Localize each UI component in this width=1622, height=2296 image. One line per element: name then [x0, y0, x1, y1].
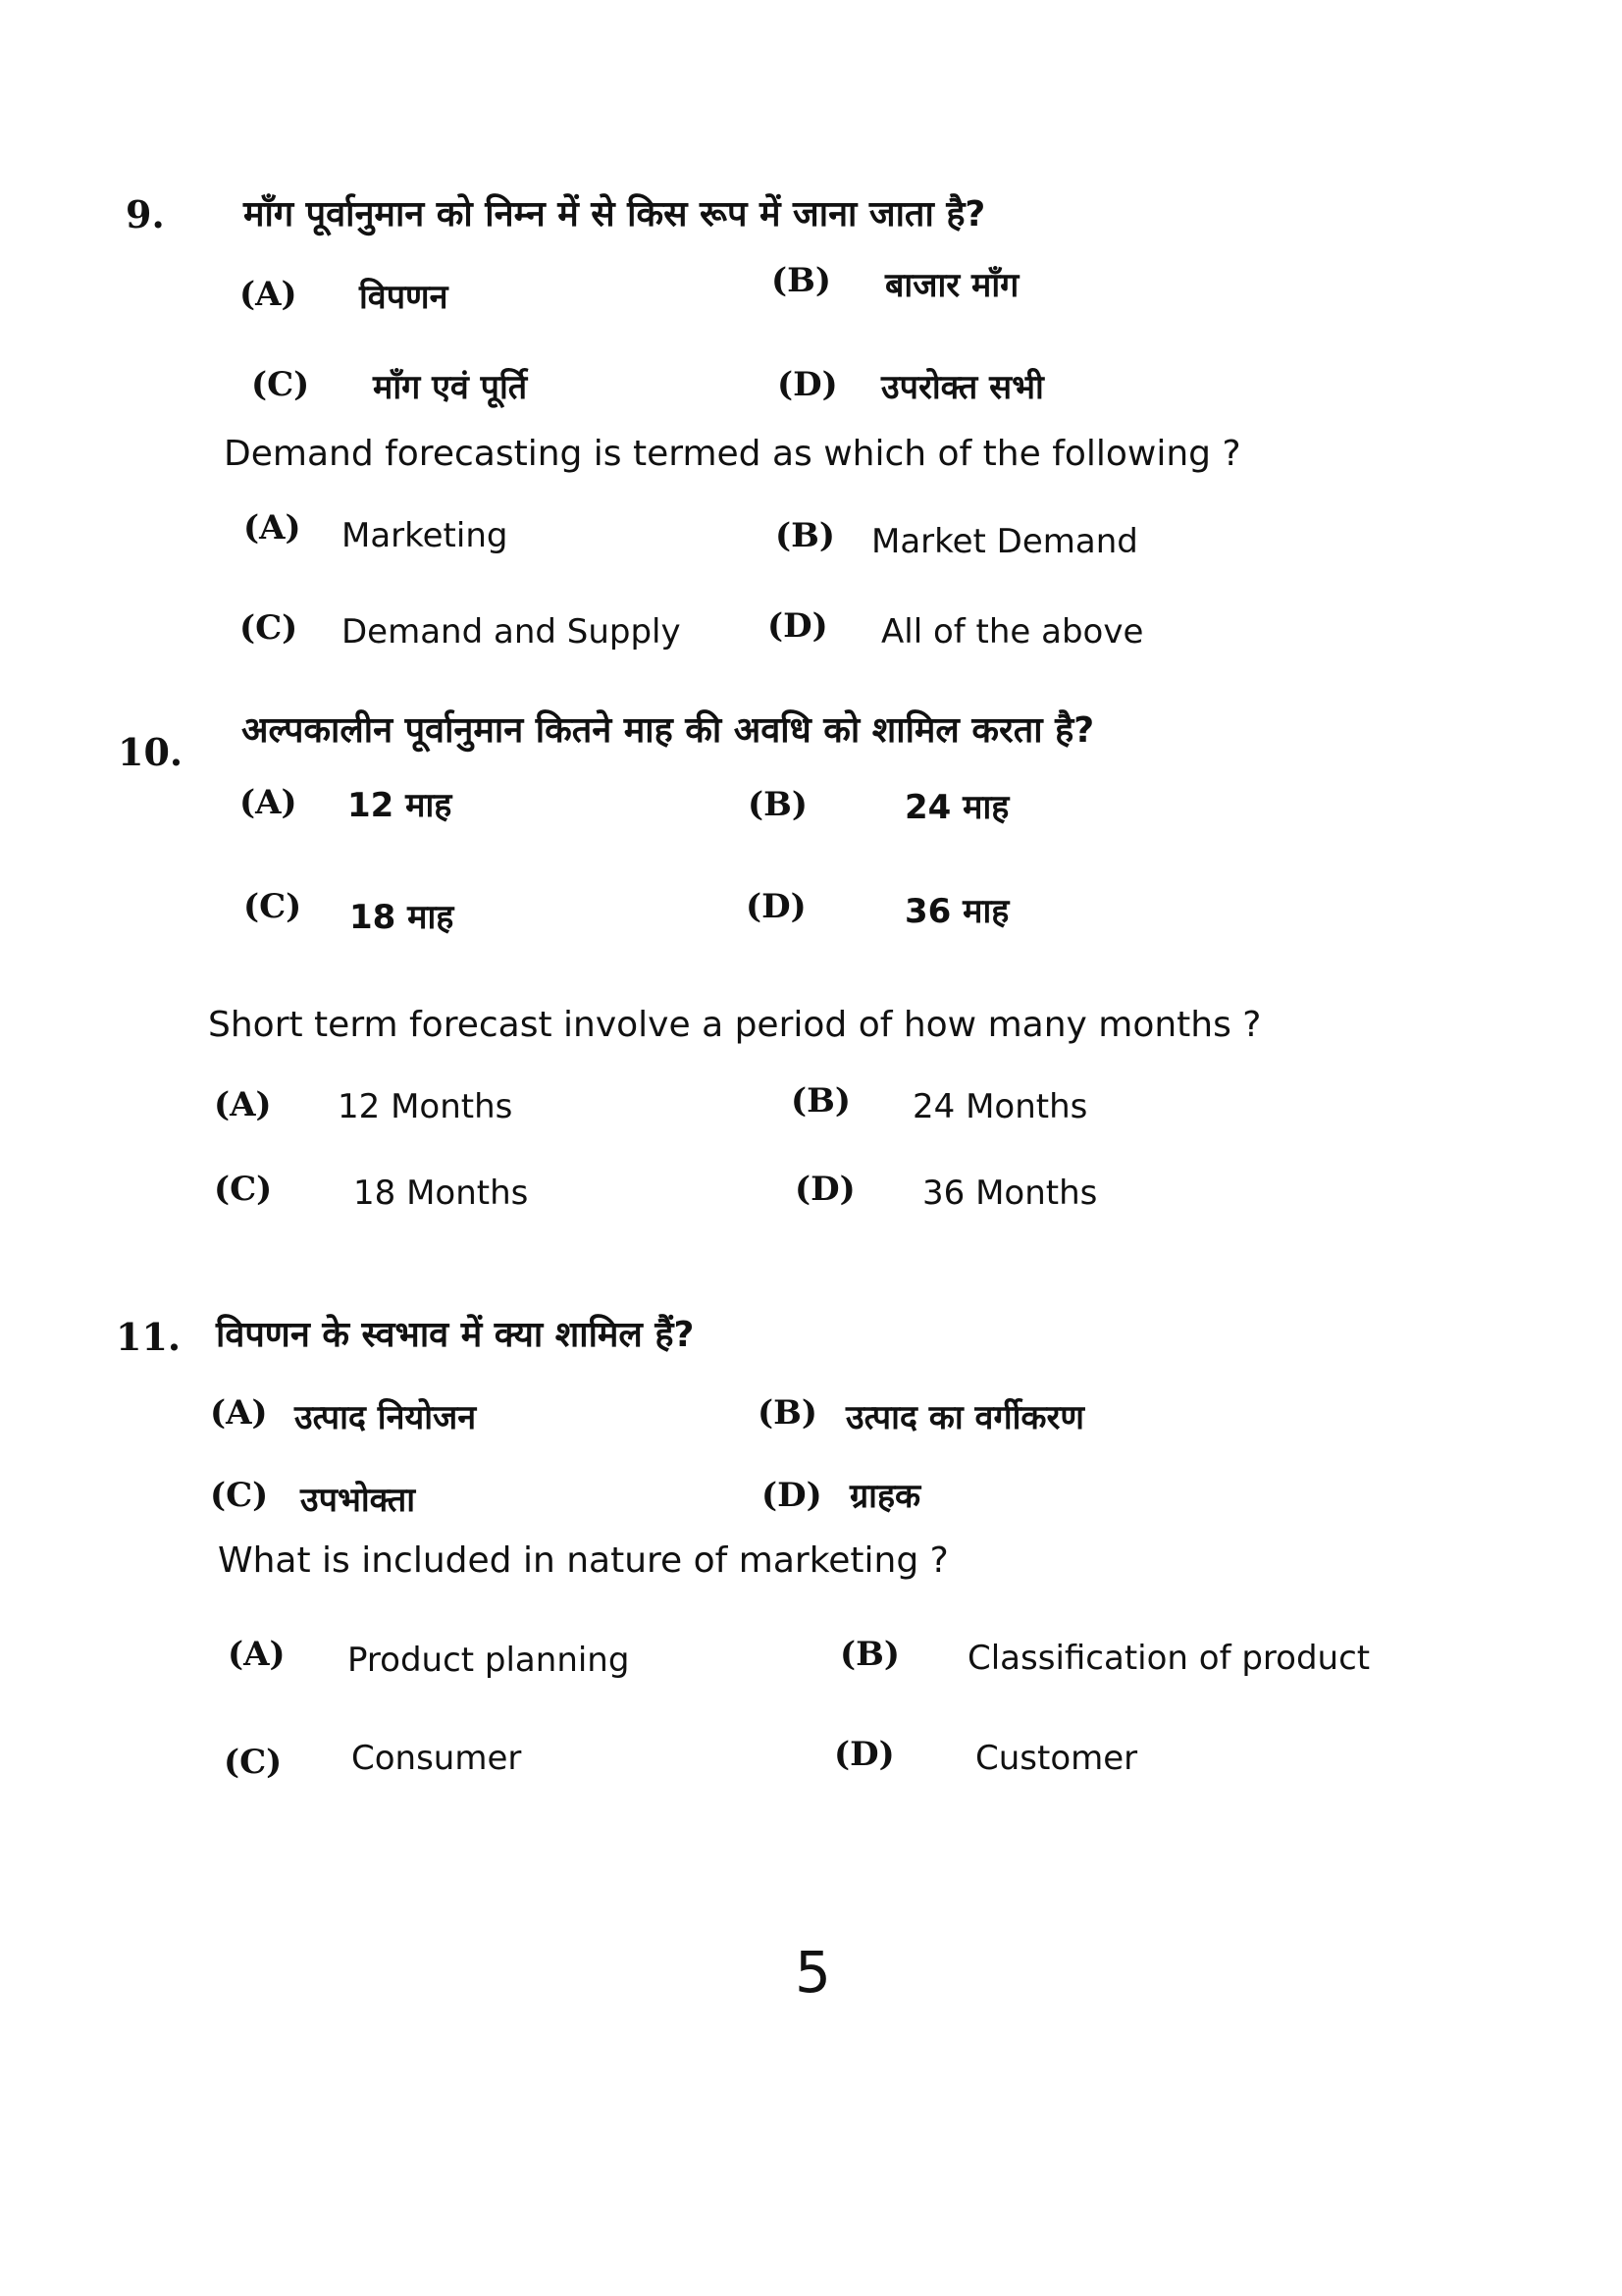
option-letter: (A): [214, 1085, 272, 1124]
option-text: Customer: [975, 1739, 1138, 1778]
option-text: Demand and Supply: [341, 612, 681, 652]
option-text: उपरोक्त सभी: [881, 368, 1044, 407]
option-text: ग्राहक: [850, 1477, 921, 1516]
option-text: उत्पाद नियोजन: [294, 1398, 477, 1437]
option-text: 18 माह: [349, 898, 454, 937]
option-text: Market Demand: [871, 522, 1138, 561]
question-text-hindi: अल्पकालीन पूर्वानुमान कितने माह की अवधि को शामिल करता है?: [241, 710, 1095, 751]
option-letter: (B): [840, 1635, 900, 1674]
question-text-english: What is included in nature of marketing ?: [218, 1540, 949, 1581]
option-letter: (C): [251, 365, 310, 404]
page-number: 5: [795, 1939, 831, 2006]
option-text: उपभोक्ता: [300, 1481, 416, 1520]
option-text: All of the above: [881, 612, 1144, 652]
option-letter: (C): [239, 608, 298, 648]
option-text: विपणन: [359, 278, 448, 317]
option-letter: (C): [210, 1476, 269, 1515]
option-text: Consumer: [351, 1739, 522, 1778]
option-text: माँग एवं पूर्ति: [373, 368, 528, 407]
option-letter: (B): [771, 261, 831, 300]
option-letter: (D): [834, 1735, 895, 1774]
option-text: 18 Months: [353, 1174, 529, 1213]
option-letter: (A): [239, 275, 297, 314]
option-letter: (D): [795, 1170, 856, 1209]
option-text: 36 Months: [922, 1174, 1098, 1213]
option-text: Product planning: [347, 1641, 630, 1680]
option-text: Marketing: [341, 516, 508, 555]
option-text: 36 माह: [905, 892, 1010, 931]
question-number: 10.: [118, 730, 183, 774]
question-number: 9.: [126, 192, 165, 236]
option-text: 12 Months: [338, 1087, 513, 1126]
option-text: बाजार माँग: [885, 266, 1020, 305]
question-text-hindi: विपणन के स्वभाव में क्या शामिल हैं?: [216, 1315, 695, 1355]
option-letter: (D): [761, 1476, 822, 1515]
option-text: 24 माह: [905, 788, 1010, 827]
option-letter: (A): [239, 783, 297, 822]
option-letter: (A): [243, 508, 301, 548]
option-letter: (D): [767, 606, 828, 646]
option-letter: (C): [214, 1170, 273, 1209]
option-letter: (A): [210, 1393, 268, 1433]
option-letter: (B): [791, 1081, 851, 1121]
question-text-hindi: माँग पूर्वानुमान को निम्न में से किस रूप में जाना जाता है?: [243, 194, 986, 235]
question-text-english: Demand forecasting is termed as which of the following ?: [224, 434, 1241, 474]
option-letter: (B): [748, 785, 808, 824]
option-text: उत्पाद का वर्गीकरण: [846, 1398, 1085, 1437]
option-letter: (A): [228, 1635, 286, 1674]
option-letter: (C): [243, 887, 302, 926]
option-letter: (D): [777, 365, 838, 404]
option-letter: (C): [224, 1743, 283, 1782]
question-text-english: Short term forecast involve a period of how many months ?: [208, 1005, 1262, 1045]
option-text: 24 Months: [913, 1087, 1088, 1126]
option-text: Classification of product: [968, 1639, 1371, 1678]
option-letter: (D): [746, 887, 807, 926]
question-number: 11.: [116, 1315, 182, 1359]
option-text: 12 माह: [347, 786, 452, 825]
option-letter: (B): [775, 516, 835, 555]
option-letter: (B): [758, 1393, 817, 1433]
